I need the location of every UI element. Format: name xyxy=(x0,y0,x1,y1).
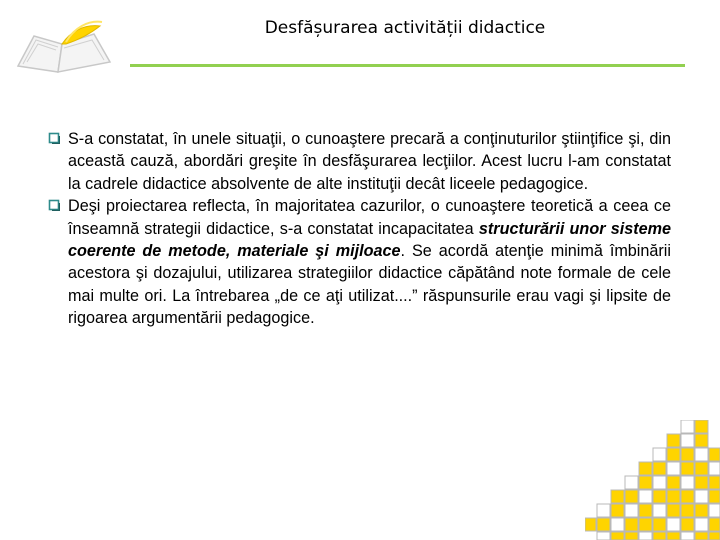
bullet-item-1 xyxy=(48,128,671,195)
square-mosaic xyxy=(585,420,720,540)
slide-title: Desfășurarea activității didactice xyxy=(264,18,546,38)
bullet-emphasis: structurării unor sisteme coerente de metode, materiale şi mijloace xyxy=(68,219,671,261)
open-book-icon xyxy=(14,14,114,74)
bullet-text: Deşi proiectarea reflecta, în majoritatea cazurilor, o cunoaştere teoretică a ceea ce înseamnă strategii didactice, s-a constatat incapacitatea xyxy=(68,197,671,238)
checkbox-bullet-icon xyxy=(48,132,60,144)
checkbox-bullet-icon xyxy=(48,199,60,211)
bullet-text: . Se acordă atenţie minimă îmbinării acestora şi dozajului, utilizarea strategiilor didactice căpătând note formale de cele mai multe ori. La întrebarea „de ce aţi utilizat....” răspunsurile erau vagi şi lipsite de rigoarea argumentării pedagogice. xyxy=(68,242,671,328)
title-underline xyxy=(130,64,685,67)
bullet-text: S-a constatat, în unele situaţii, o cunoaştere precară a conţinuturilor ştiinţifice şi, din această cauză, abordări greşite în desfăşurarea lecţiilor. Acest lucru l-am constatat la cadrele didactice absolvente de alte instituţii decât liceele pedagogice. xyxy=(68,130,671,193)
bullet-list xyxy=(48,128,671,330)
bullet-item-2 xyxy=(48,195,671,329)
